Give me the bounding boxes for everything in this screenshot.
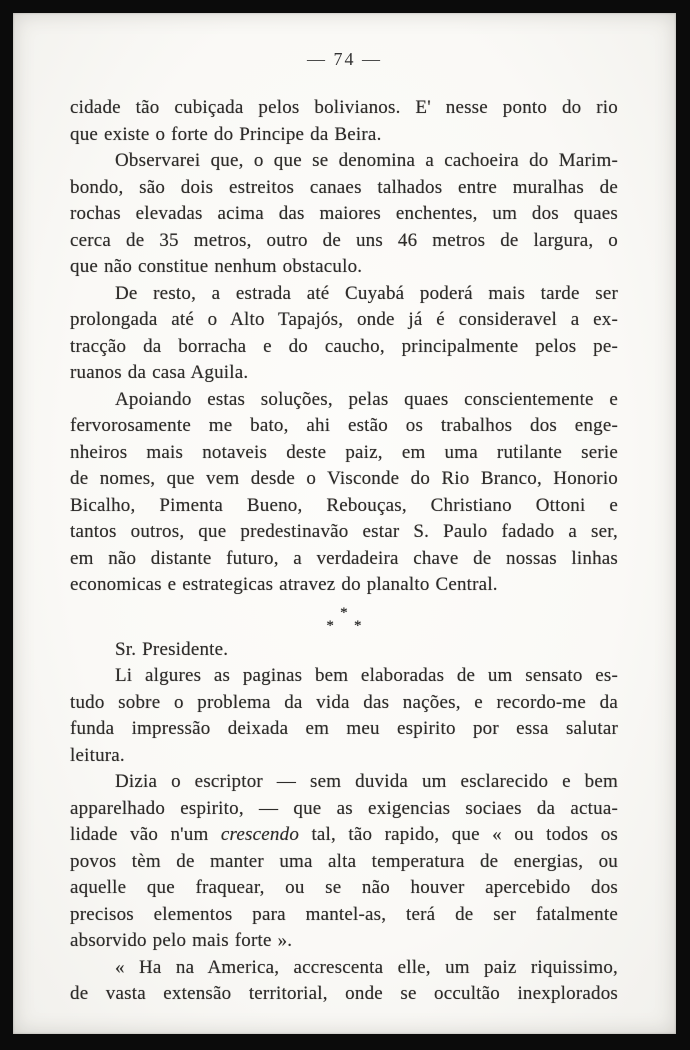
text-line: ruanos da casa Aguila. [70, 362, 249, 383]
text-line: fervorosamente me bato, ahi estão os trabalhos dos enge- [70, 415, 618, 436]
text-block [70, 95, 618, 1008]
text-line: Observarei que, o que se denomina a cachoeira do Marim- [115, 150, 618, 171]
text-line: leitura. [70, 744, 125, 766]
paragraph [70, 637, 618, 664]
text-line: funda impressão deixada em meu espirito por essa salutar [70, 718, 618, 739]
text-line: « Ha na America, accrescenta elle, um paiz riquissimo, [115, 956, 618, 978]
paragraph [70, 387, 618, 599]
text-line: aquelle que fraquear, ou se não houver apercebido dos [70, 877, 618, 898]
text-line: tudo sobre o problema da vida das nações, e recordo-me da [70, 691, 618, 713]
text-line: que existe o forte do Principe da Beira. [70, 123, 382, 145]
text-line: de vasta extensão territorial, onde se occultão inexplorados [70, 983, 618, 1004]
text-line: em não distante futuro, a verdadeira chave de nossas linhas [70, 547, 618, 569]
paragraph [70, 663, 618, 769]
text-line: De resto, a estrada até Cuyabá poderá mais tarde ser [115, 282, 618, 304]
text-line: bondo, são dois estreitos canaes talhados entre muralhas de [70, 176, 618, 198]
text-line: tantos outros, que predestinavão estar S. Paulo fadado a ser, [70, 521, 618, 542]
asterism-top: * [340, 604, 348, 621]
paragraph [70, 769, 618, 955]
text-line: Dizia o escriptor — sem duvida um esclarecido e bem [115, 771, 618, 792]
text-line: Li algures as paginas bem elaboradas de um sensato es- [115, 665, 618, 686]
text-line: de nomes, que vem desde o Visconde do Rio Branco, Honorio [70, 468, 618, 489]
text-line: Bicalho, Pimenta Bueno, Rebouças, Christiano Ottoni e [70, 494, 618, 516]
text-line: cerca de 35 metros, outro de uns 46 metros de largura, o [70, 229, 618, 251]
text-line: tracção da borracha e do caucho, principalmente pelos pe- [70, 335, 618, 357]
paragraph [70, 955, 618, 1008]
text-line: lidade vão n'um crescendo tal, tão rapido, que « ou todos os [70, 824, 618, 845]
text-line: Sr. Presidente. [115, 638, 229, 660]
text-line: prolongada até o Alto Tapajós, onde já é consideravel a ex- [70, 309, 618, 330]
text-line: precisos elementos para mantel-as, terá de ser fatalmente [70, 903, 618, 925]
asterism-divider [70, 604, 618, 634]
text-line: economicas e estrategicas atravez do planalto Central. [70, 574, 498, 595]
page-content [13, 13, 676, 1008]
page-number: — 74 — [307, 49, 382, 69]
text-line: cidade tão cubiçada pelos bolivianos. E' nesse ponto do rio [70, 97, 618, 118]
text-line: apparelhado espirito, — que as exigencias sociaes da actua- [70, 797, 618, 819]
text-line: absorvido pelo mais forte ». [70, 930, 293, 951]
book-page [13, 13, 676, 1034]
paragraph [70, 281, 618, 387]
text-line: povos tèm de manter uma alta temperatura de energias, ou [70, 850, 618, 872]
text-line: que não constitue nenhum obstaculo. [70, 256, 363, 277]
text-line: Apoiando estas soluções, pelas quaes conscientemente e [115, 388, 618, 410]
paragraph [70, 148, 618, 281]
text-line: nheiros mais notaveis deste paiz, em uma rutilante serie [70, 441, 618, 463]
asterism-bottom: * * [326, 617, 362, 634]
paragraph [70, 95, 618, 148]
text-line: rochas elevadas acima das maiores enchentes, um dos quaes [70, 203, 618, 224]
italic-text: crescendo [220, 824, 300, 845]
